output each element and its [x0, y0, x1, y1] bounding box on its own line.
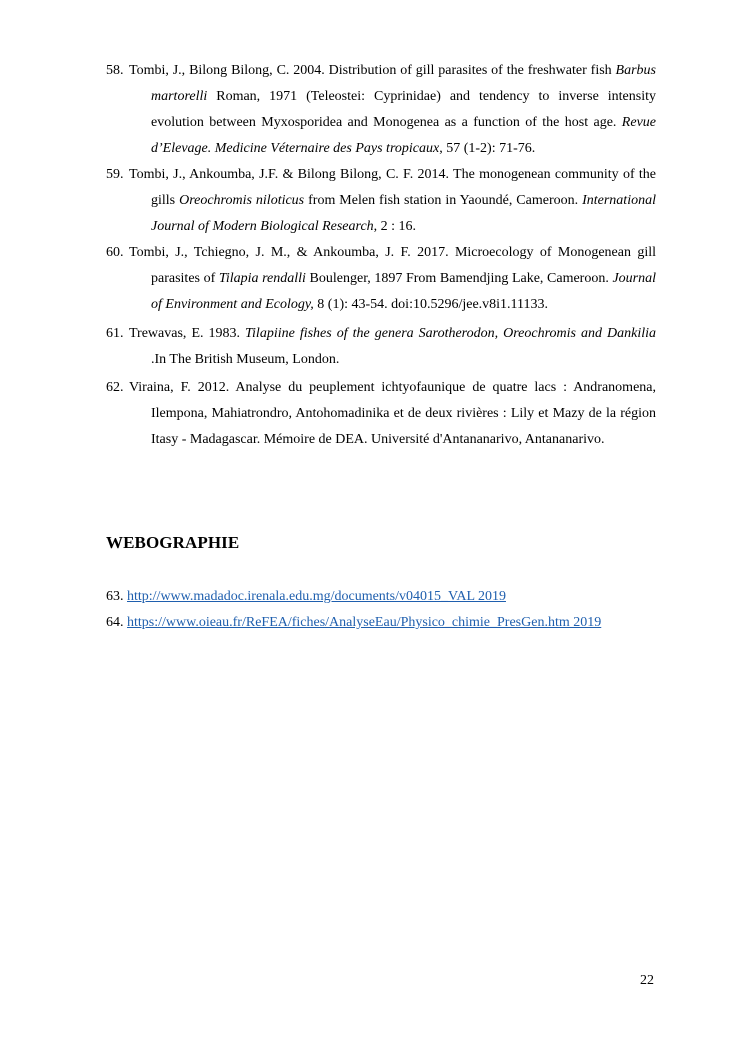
reference-text: Tombi, J., Bilong Bilong, C. 2004. Distribution of gill parasites of the freshwater fish — [129, 63, 616, 78]
reference-58 — [106, 58, 656, 162]
species-name: Barbus martorelli — [151, 63, 656, 104]
book-title: Tilapiine fishes of the genera Sarotherodon, Oreochromis and Dankilia — [245, 326, 656, 341]
webography-list — [106, 584, 666, 636]
reference-62 — [106, 375, 656, 453]
reference-60 — [106, 240, 656, 318]
reference-text: Viraina, F. 2012. Analyse du peuplement ichtyofaunique de quatre lacs : Andranomena, Ilempona, Mahiatrondro, Antohomadinika et de deux rivières : Lily et Mazy de la région Itasy - Madagascar. Mémoire de DEA. Université d'Antananarivo, Antananarivo. — [129, 380, 656, 447]
reference-number: 61. — [106, 326, 124, 341]
journal-name: Journal of Environment and Ecology, — [151, 271, 656, 312]
reference-text: 8 (1): 43-54. doi:10.5296/jee.v8i1.11133. — [313, 297, 549, 312]
webography-link[interactable]: http://www.madadoc.irenala.edu.mg/documents/v04015_VAL 2019 — [127, 589, 506, 604]
reference-text: from Melen fish station in Yaoundé, Cameroon. — [304, 193, 583, 208]
webography-link[interactable]: https://www.oieau.fr/ReFEA/fiches/AnalyseEau/Physico_chimie_PresGen.htm 2019 — [127, 615, 602, 630]
journal-name: International Journal of Modern Biological Research — [151, 193, 656, 234]
reference-text: .In The British Museum, London. — [151, 352, 340, 367]
reference-text: , 2 : 16. — [373, 219, 417, 234]
reference-text: , 57 (1-2): 71-76. — [439, 141, 536, 156]
reference-61 — [106, 321, 656, 373]
reference-text: Roman, 1971 (Teleostei: Cyprinidae) and tendency to inverse intensity evolution between Myxosporidea and Monogenea as a function of the host age. — [151, 89, 656, 130]
reference-text: Boulenger, 1897 From Bamendjing Lake, Cameroon. — [305, 271, 613, 286]
reference-number: 60. — [106, 245, 124, 260]
reference-text: Tombi, J., Ankoumba, J.F. & Bilong Bilong, C. F. 2014. The monogenean community of the gills — [129, 167, 656, 208]
species-name: Oreochromis niloticus — [179, 193, 305, 208]
species-name: Tilapia rendalli — [218, 271, 306, 286]
webography-number: 63. — [106, 589, 124, 604]
reference-text: Trewavas, E. 1983. — [129, 326, 246, 341]
webography-item — [106, 610, 666, 636]
reference-number: 59. — [106, 167, 124, 182]
webography-heading: WEBOGRAPHIE — [106, 533, 240, 552]
reference-text: Tombi, J., Tchiegno, J. M., & Ankoumba, J. F. 2017. Microecology of Monogenean gill parasites of — [129, 245, 656, 286]
webography-number: 64. — [106, 615, 124, 630]
journal-name: Revue d’Elevage. Medicine Véternaire des Pays tropicaux — [151, 115, 656, 156]
reference-number: 58. — [106, 63, 124, 78]
reference-59 — [106, 162, 656, 240]
reference-number: 62. — [106, 380, 124, 395]
page-number: 22 — [640, 973, 654, 988]
webography-item — [106, 584, 666, 610]
reference-list — [106, 58, 656, 453]
